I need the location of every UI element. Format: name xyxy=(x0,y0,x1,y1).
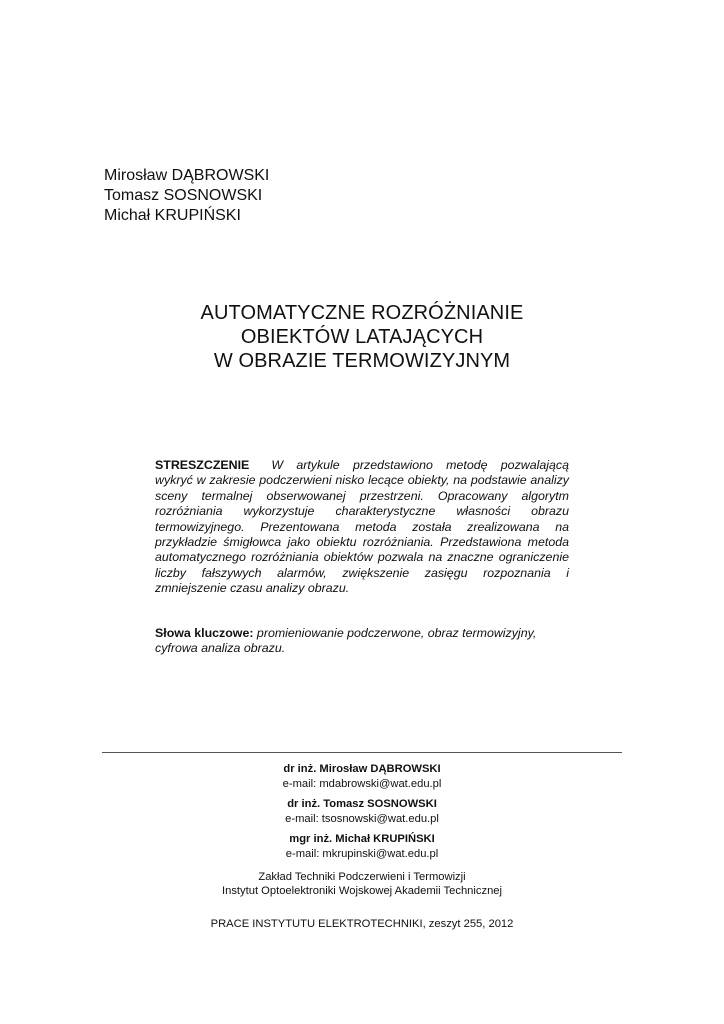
department-name: Zakład Techniki Podczerwieni i Termowizji xyxy=(258,870,466,883)
paper-title xyxy=(100,301,624,373)
keywords xyxy=(155,626,569,657)
institution-block xyxy=(100,870,624,899)
keywords-label: Słowa kluczowe: xyxy=(155,626,254,640)
affiliation-entry xyxy=(100,832,624,861)
keywords-text: promieniowanie podczerwone, obraz termowizyjny, cyfrowa analiza obrazu. xyxy=(155,626,537,656)
affiliation-email: e-mail: mkrupinski@wat.edu.pl xyxy=(285,847,439,860)
author-affiliations xyxy=(100,762,624,931)
institute-name: Instytut Optoelektroniki Wojskowej Akademii Technicznej xyxy=(221,885,503,898)
abstract xyxy=(155,458,569,597)
affiliation-entry xyxy=(100,797,624,826)
abstract-label: STRESZCZENIE xyxy=(155,458,250,472)
abstract-text: W artykule przedstawiono metodę pozwalającą wykryć w zakresie podczerwieni nisko lecące obiekty, na podstawie analizy sceny termalnej obserwowanej przestrzeni. Opracowany algorytm rozróżniania wykorzystuje charakterystyczne własności obrazu termowizyjnego. Prezentowana metoda została zrealizowana na przykładzie śmigłowca jako obiektu rozróżniania. Przedstawiona metoda automatycznego rozróżniania obiektów pozwala na znaczne ograniczenie liczby fałszywych alarmów, zwiększenie zasięgu rozpoznania i zmniejszenie czasu analizy obrazu. xyxy=(155,458,569,596)
journal-citation: PRACE INSTYTUTU ELEKTROTECHNIKI, zeszyt 255, 2012 xyxy=(210,917,514,930)
affiliation-email: e-mail: tsosnowski@wat.edu.pl xyxy=(285,812,439,825)
footnote-divider xyxy=(102,752,622,753)
author-name: Tomasz SOSNOWSKI xyxy=(104,187,263,204)
author-name: Mirosław DĄBROWSKI xyxy=(104,167,270,184)
title-line: OBIEKTÓW LATAJĄCYCH xyxy=(240,326,484,348)
title-line: W OBRAZIE TERMOWIZYJNYM xyxy=(213,350,511,372)
affiliation-name: dr inż. Mirosław DĄBROWSKI xyxy=(283,763,441,775)
affiliation-name: dr inż. Tomasz SOSNOWSKI xyxy=(287,798,437,811)
author-list xyxy=(104,166,269,226)
affiliation-email: e-mail: mdabrowski@wat.edu.pl xyxy=(282,777,442,790)
title-line: AUTOMATYCZNE ROZRÓŻNIANIE xyxy=(200,302,524,324)
affiliation-entry xyxy=(100,762,624,791)
author-name: Michał KRUPIŃSKI xyxy=(104,207,241,224)
affiliation-name: mgr inż. Michał KRUPIŃSKI xyxy=(289,833,435,846)
